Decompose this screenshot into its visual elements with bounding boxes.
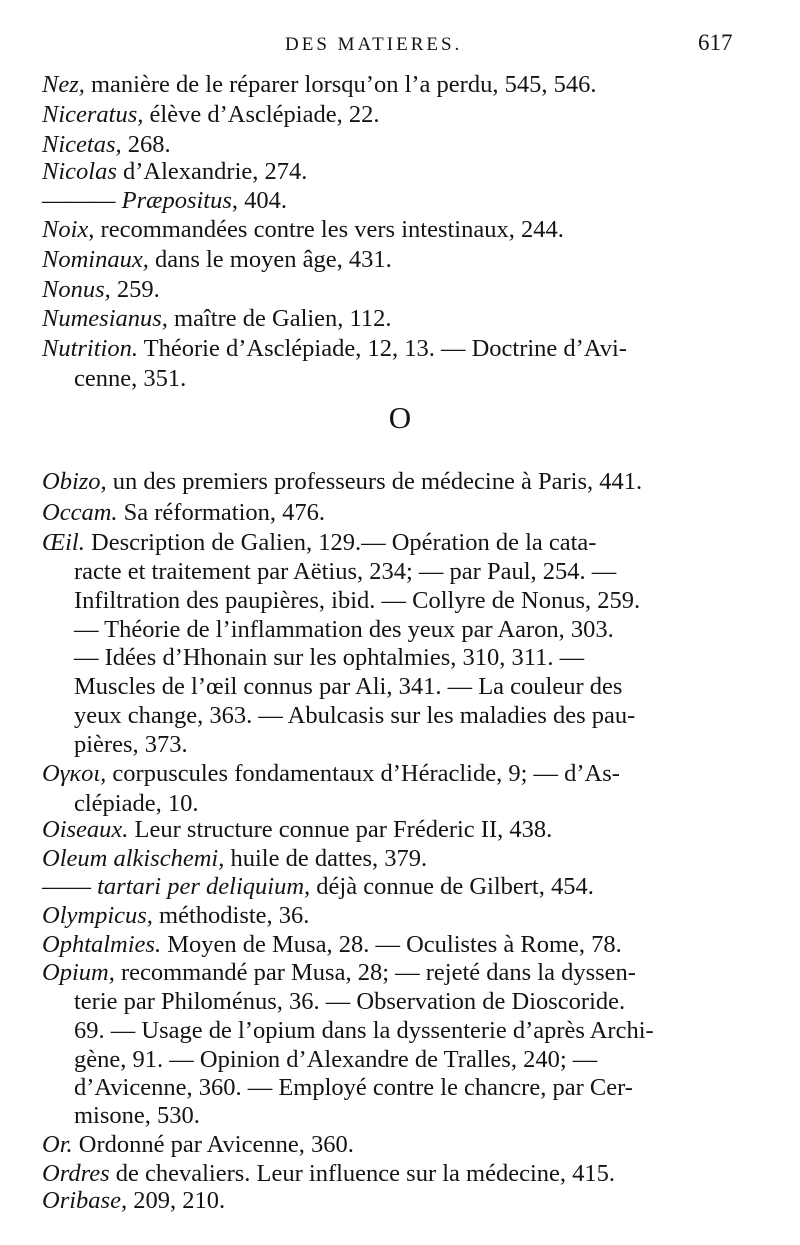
entry-headword: Oiseaux. <box>42 816 129 843</box>
index-entry-continuation <box>74 1045 794 1075</box>
index-entry <box>42 186 762 216</box>
entry-headword: Noix, <box>42 216 95 243</box>
entry-headword: Ophtalmies. <box>42 931 162 958</box>
index-entry-continuation <box>74 987 794 1017</box>
entry-headword: Nez, <box>42 71 85 98</box>
entry-text: Moyen de Musa, 28. — Oculistes à Rome, 78. <box>161 931 622 958</box>
index-entry <box>42 215 762 245</box>
index-entry <box>42 844 762 874</box>
index-entry-continuation <box>74 586 794 616</box>
entry-headword: Oleum alkischemi, <box>42 845 225 872</box>
ditto-dash: —— <box>42 873 98 900</box>
entry-headword: Oribase, <box>42 1187 128 1214</box>
entry-text: misone, 530. <box>74 1102 200 1129</box>
entry-headword: Obizo, <box>42 468 107 495</box>
entry-text: déjà connue de Gilbert, 454. <box>310 873 594 900</box>
entry-headword: Niceratus, <box>42 101 144 128</box>
entry-text: méthodiste, 36. <box>152 902 310 929</box>
entry-headword: Ordres <box>42 1160 110 1187</box>
entry-text: huile de dattes, 379. <box>224 845 428 872</box>
entry-headword: Nutrition. <box>42 335 138 362</box>
index-entry-continuation <box>74 730 794 760</box>
entry-text: — Théorie de l’inflammation des yeux par Aaron, 303. <box>74 616 614 643</box>
entry-text: Infiltration des paupières, ibid. — Collyre de Nonus, 259. <box>74 587 641 614</box>
index-entry <box>42 759 762 789</box>
entry-headword: Occam. <box>42 499 118 526</box>
index-entry <box>42 304 762 334</box>
index-entry-continuation <box>74 615 794 645</box>
index-entry <box>42 245 762 275</box>
entry-text: gène, 91. — Opinion d’Alexandre de Tralles, 240; — <box>74 1046 598 1073</box>
entry-text: manière de le réparer lorsqu’on l’a perdu, 545, 546. <box>84 71 597 98</box>
entry-headword: Olympicus, <box>42 902 153 929</box>
index-entry-continuation <box>74 672 794 702</box>
index-entry <box>42 498 762 528</box>
index-entry <box>42 958 762 988</box>
entry-text: 259. <box>110 276 160 303</box>
entry-text: cenne, 351. <box>74 365 187 392</box>
entry-headword: Or. <box>42 1131 73 1158</box>
index-entry <box>42 130 762 160</box>
entry-text: terie par Philoménus, 36. — Observation de Dioscoride. <box>74 988 626 1015</box>
index-entry <box>42 901 762 931</box>
index-entry-continuation <box>74 701 794 731</box>
entry-headword: Nicetas, <box>42 131 122 158</box>
index-entry <box>42 157 762 187</box>
running-head: DES MATIERES. <box>285 34 463 55</box>
entry-text: — Idées d’Hhonain sur les ophtalmies, 310, 311. — <box>74 644 585 671</box>
entry-text: racte et traitement par Aëtius, 234; — par Paul, 254. — <box>74 558 617 585</box>
entry-headword: Nominaux, <box>42 246 149 273</box>
entry-text: un des premiers professeurs de médecine à Paris, 441. <box>106 468 643 495</box>
entry-text: yeux change, 363. — Abulcasis sur les maladies des pau- <box>74 702 636 729</box>
entry-headword: Œil. <box>42 529 85 556</box>
entry-text: recommandées contre les vers intestinaux, 244. <box>94 216 564 243</box>
index-entry-continuation <box>74 557 794 587</box>
page-number: 617 <box>698 30 733 55</box>
entry-text: d’Avicenne, 360. — Employé contre le chancre, par Cer- <box>74 1074 633 1101</box>
entry-text: Leur structure connue par Fréderic II, 438. <box>128 816 553 843</box>
index-entry-continuation <box>74 643 794 673</box>
entry-text: 209, 210. <box>127 1187 226 1214</box>
entry-text: d’Alexandrie, 274. <box>116 158 308 185</box>
index-entry <box>42 930 762 960</box>
index-entry <box>42 100 762 130</box>
entry-text: Description de Galien, 129.— Opération de la cata- <box>84 529 597 556</box>
index-entry-continuation <box>74 1016 794 1046</box>
page-header <box>0 28 800 62</box>
entry-text: Muscles de l’œil connus par Ali, 341. — La couleur des <box>74 673 623 700</box>
entry-text: Ordonné par Avicenne, 360. <box>72 1131 354 1158</box>
entry-text: élève d’Asclépiade, 22. <box>143 101 380 128</box>
entry-headword: Nonus, <box>42 276 111 303</box>
index-entry <box>42 70 762 100</box>
entry-headword: Ογκοι, <box>42 760 107 787</box>
section-letter: O <box>388 400 412 435</box>
index-entry <box>42 1159 762 1189</box>
entry-text: Théorie d’Asclépiade, 12, 13. — Doctrine d’Avi- <box>137 335 627 362</box>
entry-headword: Præpositus <box>121 187 232 214</box>
entry-headword: Opium, <box>42 959 115 986</box>
index-entry <box>42 275 762 305</box>
index-entry <box>42 872 762 902</box>
entry-text: Sa réformation, 476. <box>117 499 326 526</box>
entry-text: clépiade, 10. <box>74 790 199 817</box>
index-entry-continuation <box>74 1101 794 1131</box>
entry-text: corpuscules fondamentaux d’Héraclide, 9; — d’As- <box>106 760 620 787</box>
entry-text: pières, 373. <box>74 731 188 758</box>
entry-text: , 404. <box>231 187 288 214</box>
entry-text: de chevaliers. Leur influence sur la médecine, 415. <box>109 1160 616 1187</box>
index-entry-continuation <box>74 364 794 394</box>
entry-text: dans le moyen âge, 431. <box>148 246 392 273</box>
entry-text: 69. — Usage de l’opium dans la dyssenterie d’après Archi- <box>74 1017 654 1044</box>
entry-headword: tartari per deliquium, <box>97 873 311 900</box>
index-entry-continuation <box>74 1073 794 1103</box>
entry-text: recommandé par Musa, 28; — rejeté dans la dyssen- <box>114 959 636 986</box>
entry-headword: Numesianus, <box>42 305 168 332</box>
entry-text: 268. <box>121 131 171 158</box>
index-entry <box>42 1130 762 1160</box>
index-entry <box>42 467 762 497</box>
index-entry <box>42 334 762 364</box>
entry-text: maître de Galien, 112. <box>167 305 392 332</box>
index-entry <box>42 528 762 558</box>
index-entry <box>42 815 762 845</box>
index-entry <box>42 1186 762 1216</box>
ditto-dash: ——— <box>42 187 122 214</box>
entry-headword: Nicolas <box>42 158 117 185</box>
